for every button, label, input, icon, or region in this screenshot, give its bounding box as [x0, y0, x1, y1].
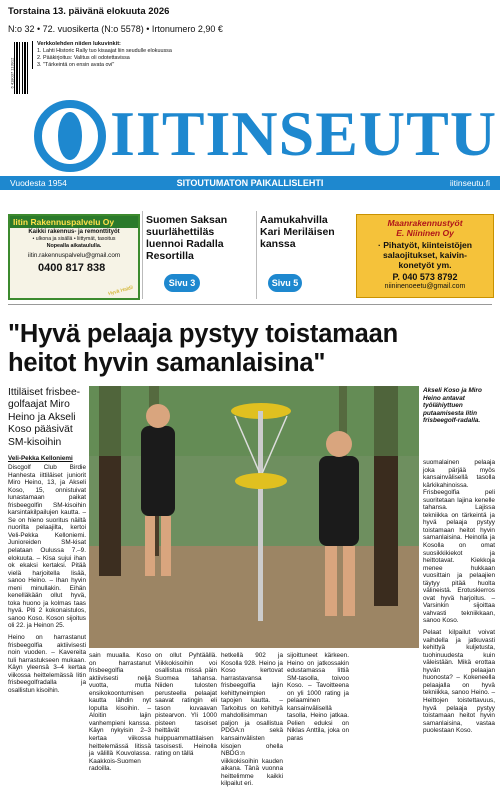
article-text: Discgolf Club Birdie Hanhesta iittiläiset juniorit Miro Heino, 13, ja Akseli Koso, 15, onnistuivat lunastamaan paikat frisbeegolfin SM-kisoihin karsintakilpailujen kautta. – Se on hieno suoritus näiltä nuorilta pelaajilta, kertoi Veli-Pekka Kelloniemi. Junioreiden SM-kisat pelataan Oulussa 7.–9. elokuuta. – Kisa sujui ihan ok ekaksi kertaksi. Pitää vielä harjoitella lisää, sanoo Heino. – Ihan hyvin meni minullakin. Eihän kenelläkään ollut hyvä, toka huono ja kolmas taas hyvä. Piti 2 kokonaistulos, sanoo Koso. Koson sijoitus oli 22. ja Heinon 25. — [8, 464, 86, 630]
byline: Veli-Pekka Kelloniemi — [8, 455, 73, 462]
article-photo — [89, 386, 419, 648]
ad-right-email: niininenoeetu@gmail.com — [384, 283, 466, 290]
ad-right-line2: salaojitukset, kaivin- — [382, 250, 468, 260]
headline-line-2: heitot hyvin samanlaisina" — [8, 349, 326, 377]
highlights-title: Verkkolehden niiden lukuvinkit: — [37, 41, 121, 47]
article-column-2 — [89, 652, 151, 773]
article-text: hetkellä 902 ja Kosolla 928. Heino ja Koso kertovat harrastavansa frisbeegolfia lajin kehittyneimpien tapojen kautta. – Tarkoitus on kehittyä mahdollisimman paljon ja osallistua PDGA:n sekä kansainvälisten kisojen ohella NBDG:n viikkokisoihin kauden aikana. Tänä vuonna heittelimme kaikki kilpailut eri. — [221, 652, 283, 788]
teaser-2[interactable] — [260, 214, 350, 250]
photo-caption: Akseli Koso ja Miro Heino antavat työlähiyttuen putaamisesta Iitin frisbeegolf-radalla. — [423, 387, 482, 425]
article-column-4 — [221, 652, 283, 788]
ad-right-name: Maanrakennustyöt — [387, 218, 463, 228]
article-column-3 — [155, 652, 217, 758]
ad-right[interactable] — [356, 214, 494, 298]
article-text: sijoittuneet kärkeen. Heino on jatkossakin edustamassa Iittiä SM-tasolla, toivoo Koso. – Tavoitteena on yli 1000 rating ja pelaaminen kansainvälisellä tasolla, Heino jatkaa. Pelien eduksi on Niklas Anttila, joka on paras — [287, 652, 349, 743]
article-lead: Ittiläiset frisbee-golfaajat Miro Heino ja Akseli Koso pääsivät SM-kisoihin — [8, 387, 81, 448]
logo-emblem — [34, 100, 106, 172]
article-text: Pelaat kilpailut voivat vaihdella ja jatkuvasti kehittyä kuljetusta, tuohinuudesta kuin väleistään. Mikä erottaa hyvän pelaajan huonosta? – Kokeneella pelaajalla on hyvä tekniikka, sanoo Heino. – Heittojen toistettavuus, hyvä pelaaja pystyy toistamaan heitot hyvin samanlaisina, vastaa puolestaan Koso. — [423, 629, 495, 735]
barcode — [8, 42, 30, 94]
article-column-5 — [287, 652, 349, 743]
teaser-2-title: Aamukahvilla Kari Meriläisen kanssa — [260, 214, 335, 250]
ad-left-name: Iitin Rakennuspalvelu Oy — [10, 216, 138, 228]
highlight-item[interactable]: 1. Lahti Historic Rally tuo kisaajat liin seudulle elokuussa — [37, 48, 172, 54]
ad-right-line1: · Pihatyöt, kiinteistöjen — [377, 240, 473, 250]
divider — [8, 304, 492, 305]
ad-right-line3: konetyöt ym. — [398, 260, 452, 270]
article-text: suomalainen pelaaja joka pärjää myös kansainvälisellä tasolla kärkikahinoissa. Frisbeegolfia peli suoritetaan lajina kenelle tahansa. Lajissa tekniikka on tärkeintä ja hyvä pelaaja pystyy toistamaan heitot hyvin samanlaisina. Heinolla ja Kosolla on omat suosikkikiekot ja heittotavat. Kiekkoja menee hukkaan vuosittain ja pelaajien täytyy pitää huolta välineistä. Erotuskierros ovat hyvä harjoitus. – Varsinkin sijoittaa vahvasti tekniikkaan, sanoo Koso. — [423, 459, 495, 625]
teaser-1[interactable] — [146, 214, 251, 262]
article-text: Heino on harrastanut frisbeegolfia aktiivisesti noin vuoden. – Kavereita tuli harrastukseen mukaan. Käyn yleensä 3–4 kertaa viikossa heittelemässä Iitin frisbeegolfradalla ja osallistun kisoihin. — [8, 634, 86, 694]
ad-left-line3: Nopealla aikataululla. — [46, 242, 102, 249]
ad-left-phone: 0400 817 838 — [38, 261, 106, 274]
ad-left-line2: • ulkona ja sisällä • liittymät, tasoitus — [32, 236, 116, 242]
issue-info: N:o 32 • 72. vuosikerta (N:o 5578) • Irtonumero 2,90 € — [8, 24, 223, 34]
site-url[interactable]: iitinseutu.fi — [449, 178, 490, 188]
headline-line-1: "Hyvä pelaaja pystyy toistamaan — [8, 320, 398, 348]
teaser-1-title: Suomen Saksan suurlähettiläs luennoi Radalla Resortilla — [146, 214, 228, 262]
teaser-2-page-badge[interactable]: Sivu 5 — [268, 274, 302, 292]
issue-date: Torstaina 13. päivänä elokuuta 2026 — [8, 6, 170, 17]
slogan: SITOUTUMATON PAIKALLISLEHTI — [176, 178, 324, 188]
established: Vuodesta 1954 — [10, 178, 67, 188]
ad-left-badge: Hyvä Haldi! — [108, 284, 135, 298]
highlight-item[interactable]: 3. "Tärkeintä on ensin avata ovi" — [37, 62, 115, 68]
ad-left-email: iitin.rakennuspalvelu@gmail.com — [27, 251, 121, 259]
ad-right-owner: E. Niininen Oy — [396, 228, 454, 238]
article-text: on ollut Pyhtäällä. Viikkokisoihin voi osallistua missä päin Suomea tahansa. Niiden tulosten perusteella pelaajat saavat ratingin eli tason kuvaavan pistearvon. Yli 1000 pisteen tasoiset heittävät huippuammattilaisen tasoisesti. Heinolla rating on tällä — [155, 652, 217, 758]
article-column-1 — [8, 464, 86, 726]
barcode-number: 6 418037 113912 — [9, 57, 15, 89]
ad-right-phone: P. 040 573 8792 — [392, 272, 458, 282]
article-headline — [8, 320, 398, 378]
masthead-strip — [0, 176, 500, 190]
divider — [256, 211, 257, 299]
article-text: sain muualla. Koso on harrastanut frisbeegolfia aktiivisesti neljä vuotta, mutta ensikokoontumisen kautta lähdin nyt lopulta kisoihin. – Aloitin lajin vanhempieni kanssa. Käyn nykyisin 2–3 kertaa viikossa heittelemässä Iitissä ja välillä Kouvolassa. Kaakkois-Suomen radoilla. — [89, 652, 151, 773]
highlights-box — [32, 41, 282, 69]
ad-left-line1: Kaikki rakennus- ja remonttityöt — [28, 229, 120, 235]
highlight-item[interactable]: 2. Pääkirjoitus: Valitus oli odotettavissa — [37, 55, 130, 61]
article-column-6 — [423, 459, 495, 735]
teaser-1-page-badge[interactable]: Sivu 3 — [164, 274, 200, 292]
ad-left[interactable] — [8, 214, 140, 300]
divider — [142, 211, 143, 299]
masthead-logo-text: IITINSEUTU — [110, 98, 498, 169]
